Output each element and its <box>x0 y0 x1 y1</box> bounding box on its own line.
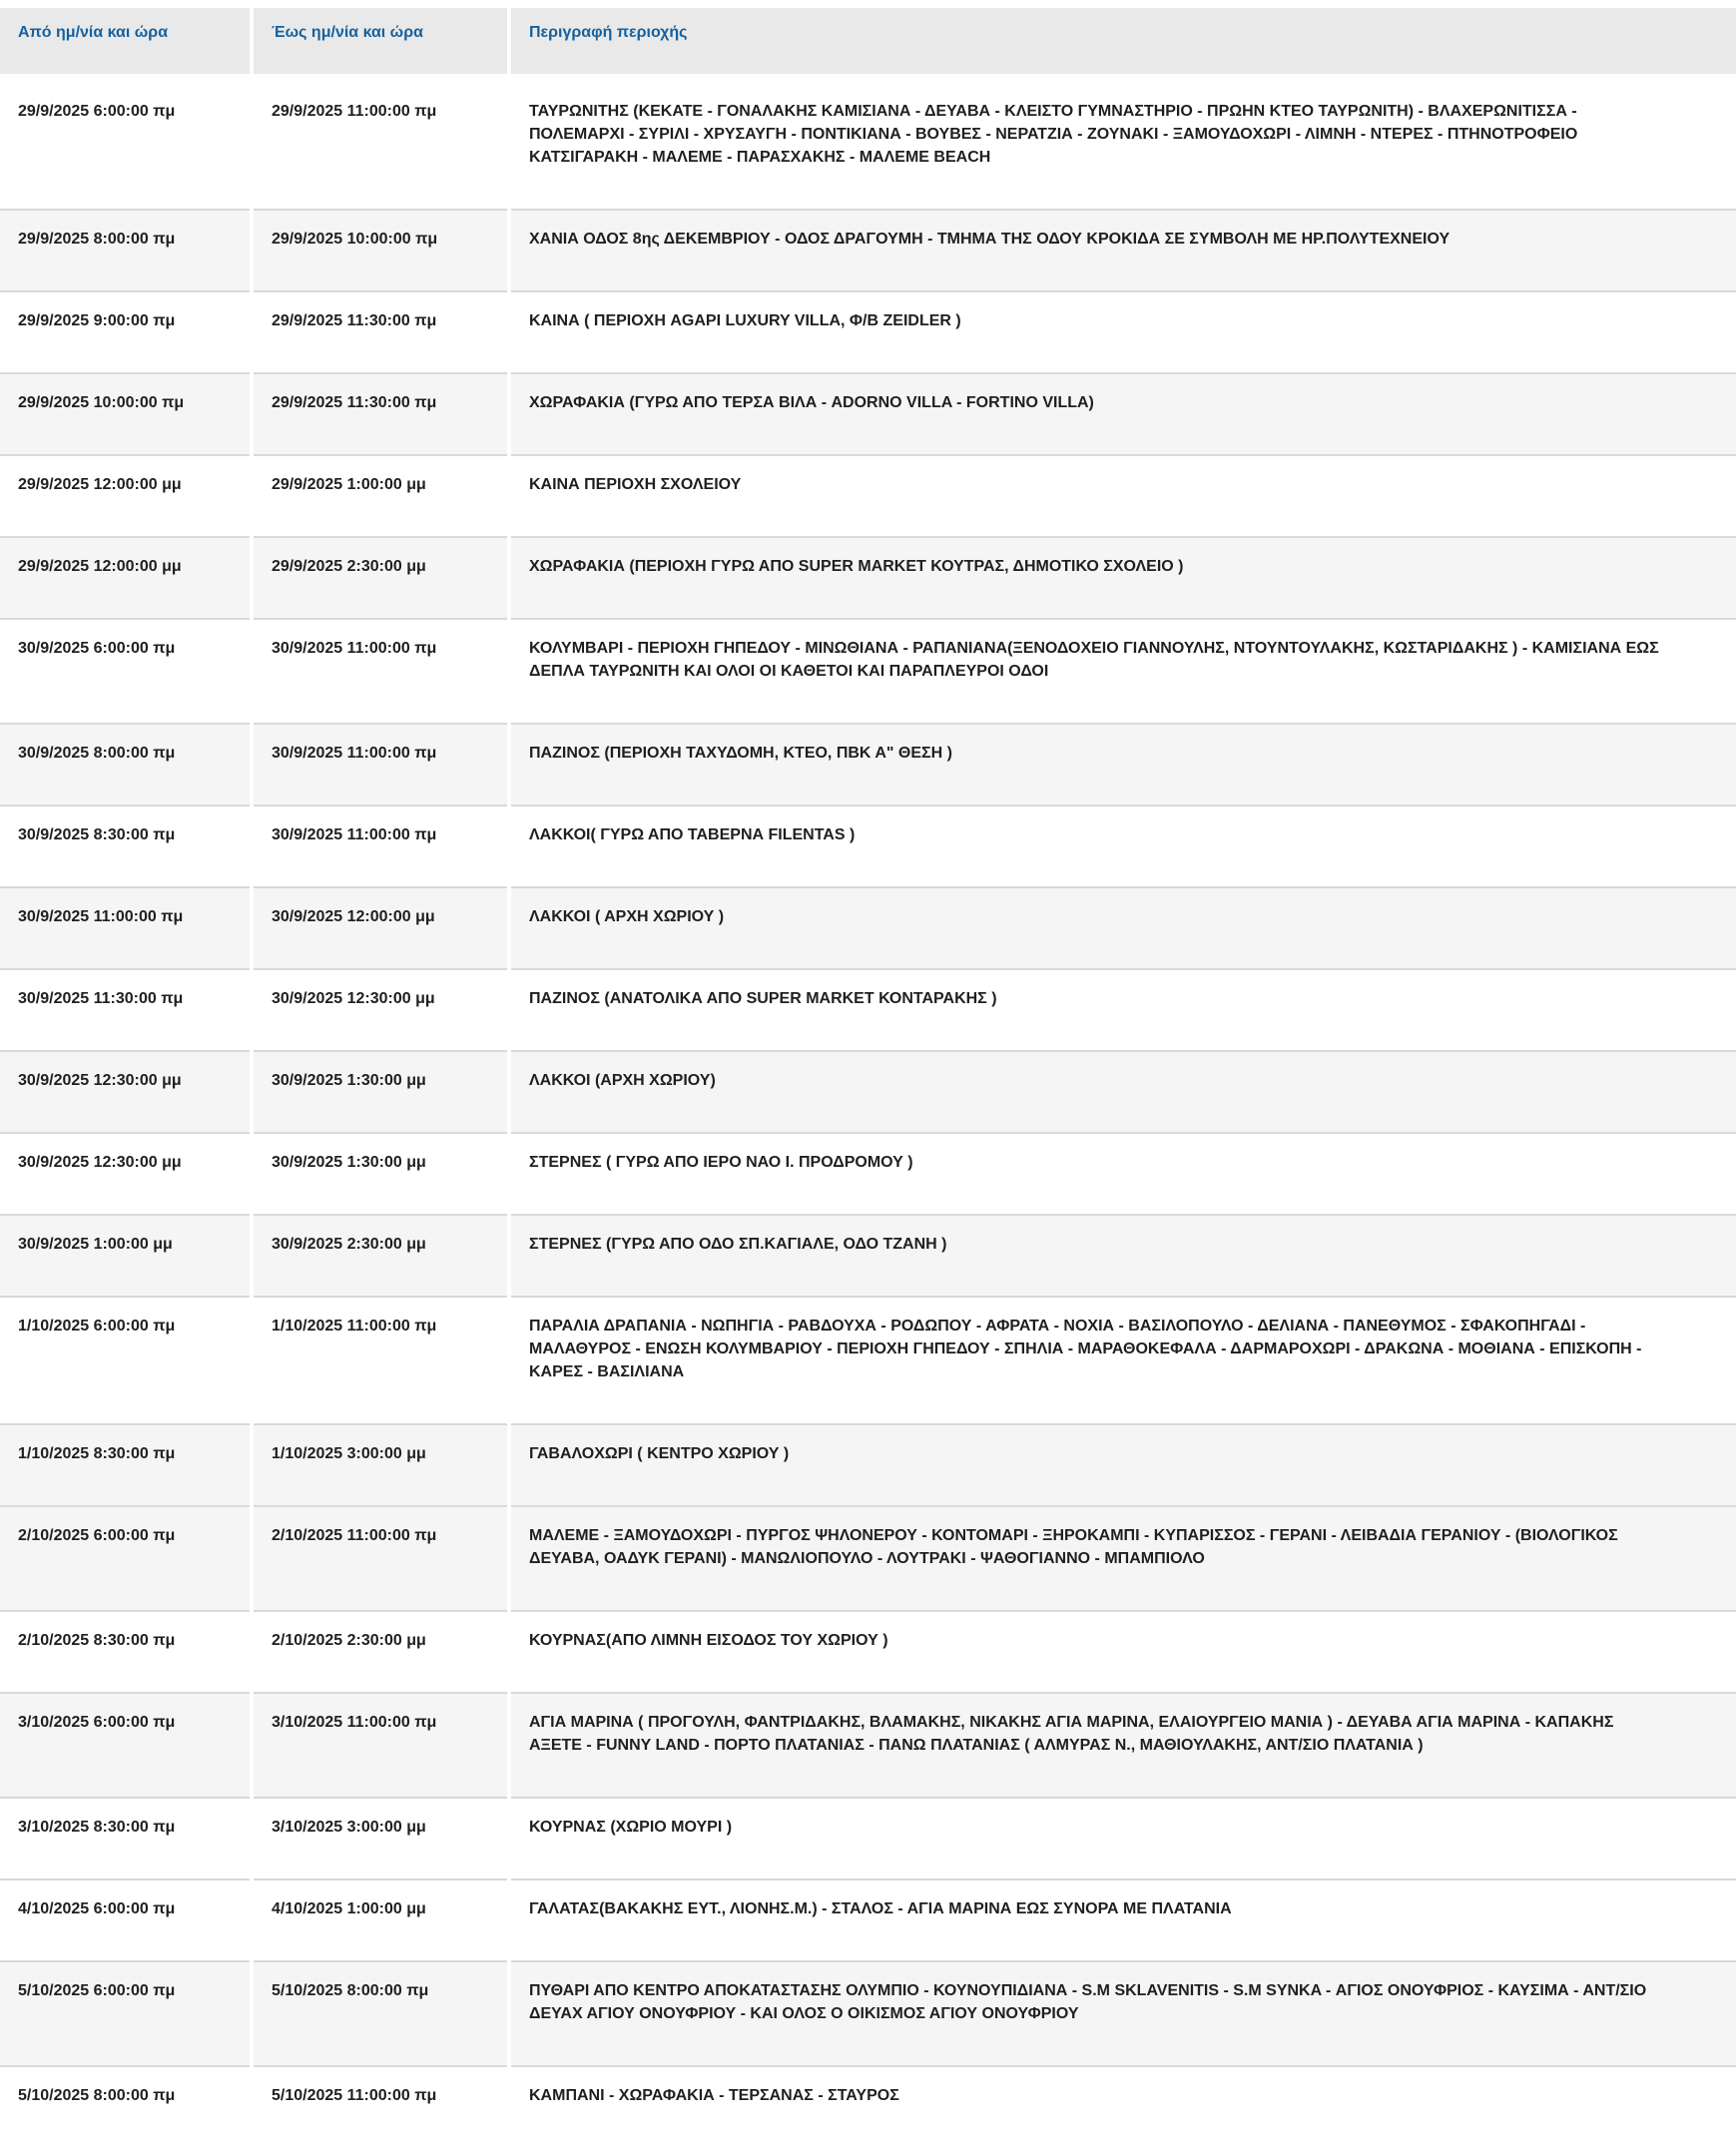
cell-to: 30/9/2025 2:30:00 μμ <box>252 1215 509 1297</box>
cell-area: ΛΑΚΚΟΙ (ΑΡΧΗ ΧΩΡΙΟΥ) <box>509 1051 1736 1133</box>
cell-to: 30/9/2025 11:00:00 πμ <box>252 805 509 887</box>
cell-area: ΣΤΕΡΝΕΣ (ΓΥΡΩ ΑΠΟ ΟΔΟ ΣΠ.ΚΑΓΙΑΛΕ, ΟΔΟ ΤΖΑΝΗ ) <box>509 1215 1736 1297</box>
cell-from: 29/9/2025 6:00:00 πμ <box>0 79 252 211</box>
header-row <box>0 8 1736 79</box>
cell-from: 29/9/2025 10:00:00 πμ <box>0 373 252 455</box>
table-row <box>0 1693 1736 1798</box>
cell-from: 30/9/2025 1:00:00 μμ <box>0 1215 252 1297</box>
table-row <box>0 1961 1736 2066</box>
cell-to: 2/10/2025 11:00:00 πμ <box>252 1506 509 1611</box>
cell-area: ΧΩΡΑΦΑΚΙΑ (ΓΥΡΩ ΑΠΟ ΤΕΡΣΑ ΒΙΛΑ - ADORNO VILLA - FORTINO VILLA) <box>509 373 1736 455</box>
cell-to: 30/9/2025 12:30:00 μμ <box>252 969 509 1051</box>
cell-area: ΠΥΘΑΡΙ ΑΠΟ ΚΕΝΤΡΟ ΑΠΟΚΑΤΑΣΤΑΣΗΣ ΟΛΥΜΠΙΟ - ΚΟΥΝΟΥΠΙΔΙΑΝΑ - S.M SKLAVENITIS - S.M SYNKA - ΑΓΙΟΣ ΟΝΟΥΦΡΙΟΣ - ΚΑΥΣΙΜΑ - ΑΝΤ/ΣΙΟ ΔΕΥΑΧ ΑΓΙΟΥ ΟΝΟΥΦΡΙΟΥ - ΚΑΙ ΟΛΟΣ Ο ΟΙΚΙΣΜΟΣ ΑΓΙΟΥ ΟΝΟΥΦΡΙΟΥ <box>509 1961 1736 2066</box>
cell-from: 29/9/2025 12:00:00 μμ <box>0 537 252 619</box>
cell-to: 30/9/2025 1:30:00 μμ <box>252 1051 509 1133</box>
table-row <box>0 1424 1736 1506</box>
cell-area: ΑΓΙΑ ΜΑΡΙΝΑ ( ΠΡΟΓΟΥΛΗ, ΦΑΝΤΡΙΔΑΚΗΣ, ΒΛΑΜΑΚΗΣ, ΝΙΚΑΚΗΣ ΑΓΙΑ ΜΑΡΙΝΑ, ΕΛΑΙΟΥΡΓΕΙΟ ΜΑΝΙΑ ) - ΔΕΥΑΒΑ ΑΓΙΑ ΜΑΡΙΝΑ - ΚΑΠΑΚΗΣ ΑΞΕΤΕ - FUNNY LAND - ΠΟΡΤΟ ΠΛΑΤΑΝΙΑΣ - ΠΑΝΩ ΠΛΑΤΑΝΙΑΣ ( ΑΛΜΥΡΑΣ Ν., ΜΑΘΙΟΥΛΑΚΗΣ, ΑΝΤ/ΣΙΟ ΠΛΑΤΑΝΙΑ ) <box>509 1693 1736 1798</box>
cell-to: 1/10/2025 3:00:00 μμ <box>252 1424 509 1506</box>
cell-area: ΚΟΛΥΜΒΑΡΙ - ΠΕΡΙΟΧΗ ΓΗΠΕΔΟΥ - ΜΙΝΩΘΙΑΝΑ - ΡΑΠΑΝΙΑΝΑ(ΞΕΝΟΔΟΧΕΙΟ ΓΙΑΝΝΟΥΛΗΣ, ΝΤΟΥΝΤΟΥΛΑΚΗΣ, ΚΩΣΤΑΡΙΔΑΚΗΣ ) - ΚΑΜΙΣΙΑΝΑ ΕΩΣ ΔΕΠΛΑ ΤΑΥΡΩΝΙΤΗ ΚΑΙ ΟΛΟΙ ΟΙ ΚΑΘΕΤΟΙ ΚΑΙ ΠΑΡΑΠΛΕΥΡΟΙ ΟΔΟΙ <box>509 619 1736 724</box>
cell-to: 5/10/2025 11:00:00 πμ <box>252 2066 509 2147</box>
cell-from: 5/10/2025 8:00:00 πμ <box>0 2066 252 2147</box>
table-row <box>0 1506 1736 1611</box>
table-row <box>0 373 1736 455</box>
table-row <box>0 1297 1736 1424</box>
cell-area: ΠΑΖΙΝΟΣ (ΠΕΡΙΟΧΗ ΤΑΧΥΔΟΜΗ, ΚΤΕΟ, ΠΒΚ Α" ΘΕΣΗ ) <box>509 724 1736 805</box>
outage-schedule-table <box>0 8 1736 2147</box>
cell-from: 30/9/2025 6:00:00 πμ <box>0 619 252 724</box>
table-row <box>0 1611 1736 1693</box>
cell-area: ΧΑΝΙΑ ΟΔΟΣ 8ης ΔΕΚΕΜΒΡΙΟΥ - ΟΔΟΣ ΔΡΑΓΟΥΜΗ - ΤΜΗΜΑ ΤΗΣ ΟΔΟΥ ΚΡΟΚΙΔΑ ΣΕ ΣΥΜΒΟΛΗ ΜΕ ΗΡ.ΠΟΛΥΤΕΧΝΕΙΟΥ <box>509 210 1736 291</box>
cell-to: 30/9/2025 11:00:00 πμ <box>252 619 509 724</box>
table-row <box>0 455 1736 537</box>
cell-from: 1/10/2025 6:00:00 πμ <box>0 1297 252 1424</box>
column-header-from: Από ημ/νία και ώρα <box>0 8 252 79</box>
column-header-area: Περιγραφή περιοχής <box>509 8 1736 79</box>
table-row <box>0 1798 1736 1879</box>
cell-from: 5/10/2025 6:00:00 πμ <box>0 1961 252 2066</box>
table-row <box>0 210 1736 291</box>
cell-from: 2/10/2025 6:00:00 πμ <box>0 1506 252 1611</box>
cell-area: ΤΑΥΡΩΝΙΤΗΣ (ΚΕΚΑΤΕ - ΓΟΝΑΛΑΚΗΣ ΚΑΜΙΣΙΑΝΑ - ΔΕΥΑΒΑ - ΚΛΕΙΣΤΟ ΓΥΜΝΑΣΤΗΡΙΟ - ΠΡΩΗΝ ΚΤΕΟ ΤΑΥΡΩΝΙΤΗ) - ΒΛΑΧΕΡΩΝΙΤΙΣΣΑ - ΠΟΛΕΜΑΡΧΙ - ΣΥΡΙΛΙ - ΧΡΥΣΑΥΓΗ - ΠΟΝΤΙΚΙΑΝΑ - ΒΟΥΒΕΣ - ΝΕΡΑΤΖΙΑ - ΖΟΥΝΑΚΙ - ΞΑΜΟΥΔΟΧΩΡΙ - ΛΙΜΝΗ - ΝΤΕΡΕΣ - ΠΤΗΝΟΤΡΟΦΕΙΟ ΚΑΤΣΙΓΑΡΑΚΗ - ΜΑΛΕΜΕ - ΠΑΡΑΣΧΑΚΗΣ - ΜΑΛΕΜΕ BEACH <box>509 79 1736 211</box>
table-row <box>0 79 1736 211</box>
cell-to: 4/10/2025 1:00:00 μμ <box>252 1879 509 1961</box>
cell-from: 3/10/2025 8:30:00 πμ <box>0 1798 252 1879</box>
cell-area: ΓΑΛΑΤΑΣ(ΒΑΚΑΚΗΣ ΕΥΤ., ΛΙΟΝΗΣ.Μ.) - ΣΤΑΛΟΣ - ΑΓΙΑ ΜΑΡΙΝΑ ΕΩΣ ΣΥΝΟΡΑ ΜΕ ΠΛΑΤΑΝΙΑ <box>509 1879 1736 1961</box>
cell-to: 29/9/2025 11:00:00 πμ <box>252 79 509 211</box>
table-row <box>0 1133 1736 1215</box>
cell-to: 29/9/2025 11:30:00 πμ <box>252 291 509 373</box>
cell-from: 1/10/2025 8:30:00 πμ <box>0 1424 252 1506</box>
cell-to: 30/9/2025 1:30:00 μμ <box>252 1133 509 1215</box>
cell-area: ΠΑΖΙΝΟΣ (ΑΝΑΤΟΛΙΚΑ ΑΠΟ SUPER MARKET ΚΟΝΤΑΡΑΚΗΣ ) <box>509 969 1736 1051</box>
cell-to: 29/9/2025 10:00:00 πμ <box>252 210 509 291</box>
table-row <box>0 1215 1736 1297</box>
cell-from: 4/10/2025 6:00:00 πμ <box>0 1879 252 1961</box>
cell-area: ΛΑΚΚΟΙ( ΓΥΡΩ ΑΠΟ ΤΑΒΕΡΝΑ FILENTAS ) <box>509 805 1736 887</box>
table-row <box>0 969 1736 1051</box>
table-row <box>0 2066 1736 2147</box>
cell-to: 3/10/2025 11:00:00 πμ <box>252 1693 509 1798</box>
table-row <box>0 619 1736 724</box>
cell-area: ΚΑΙΝΑ ( ΠΕΡΙΟΧΗ AGAPI LUXURY VILLA, Φ/Β ZEIDLER ) <box>509 291 1736 373</box>
cell-from: 29/9/2025 9:00:00 πμ <box>0 291 252 373</box>
cell-area: ΠΑΡΑΛΙΑ ΔΡΑΠΑΝΙΑ - ΝΩΠΗΓΙΑ - ΡΑΒΔΟΥΧΑ - ΡΟΔΩΠΟΥ - ΑΦΡΑΤΑ - ΝΟΧΙΑ - ΒΑΣΙΛΟΠΟΥΛΟ - ΔΕΛΙΑΝΑ - ΠΑΝΕΘΥΜΟΣ - ΣΦΑΚΟΠΗΓΑΔΙ - ΜΑΛΑΘΥΡΟΣ - ΕΝΩΣΗ ΚΟΛΥΜΒΑΡΙΟΥ - ΠΕΡΙΟΧΗ ΓΗΠΕΔΟΥ - ΣΠΗΛΙΑ - ΜΑΡΑΘΟΚΕΦΑΛΑ - ΔΑΡΜΑΡΟΧΩΡΙ - ΔΡΑΚΩΝΑ - ΜΟΘΙΑΝΑ - ΕΠΙΣΚΟΠΗ - ΚΑΡΕΣ - ΒΑΣΙΛΙΑΝΑ <box>509 1297 1736 1424</box>
cell-area: ΚΑΙΝΑ ΠΕΡΙΟΧΗ ΣΧΟΛΕΙΟΥ <box>509 455 1736 537</box>
cell-from: 30/9/2025 11:30:00 πμ <box>0 969 252 1051</box>
table-row <box>0 291 1736 373</box>
table-row <box>0 1879 1736 1961</box>
cell-to: 29/9/2025 2:30:00 μμ <box>252 537 509 619</box>
cell-to: 5/10/2025 8:00:00 πμ <box>252 1961 509 2066</box>
column-header-to: Έως ημ/νία και ώρα <box>252 8 509 79</box>
cell-to: 30/9/2025 12:00:00 μμ <box>252 887 509 969</box>
table-row <box>0 887 1736 969</box>
table-row <box>0 1051 1736 1133</box>
cell-from: 2/10/2025 8:30:00 πμ <box>0 1611 252 1693</box>
cell-from: 30/9/2025 8:00:00 πμ <box>0 724 252 805</box>
cell-area: ΓΑΒΑΛΟΧΩΡΙ ( ΚΕΝΤΡΟ ΧΩΡΙΟΥ ) <box>509 1424 1736 1506</box>
cell-area: ΚΑΜΠΑΝΙ - ΧΩΡΑΦΑΚΙΑ - ΤΕΡΣΑΝΑΣ - ΣΤΑΥΡΟΣ <box>509 2066 1736 2147</box>
cell-area: ΜΑΛΕΜΕ - ΞΑΜΟΥΔΟΧΩΡΙ - ΠΥΡΓΟΣ ΨΗΛΟΝΕΡΟΥ - ΚΟΝΤΟΜΑΡΙ - ΞΗΡΟΚΑΜΠΙ - ΚΥΠΑΡΙΣΣΟΣ - ΓΕΡΑΝΙ - ΛΕΙΒΑΔΙΑ ΓΕΡΑΝΙΟΥ - (ΒΙΟΛΟΓΙΚΟΣ ΔΕΥΑΒΑ, ΟΑΔΥΚ ΓΕΡΑΝΙ) - ΜΑΝΩΛΙΟΠΟΥΛΟ - ΛΟΥΤΡΑΚΙ - ΨΑΘΟΓΙΑΝΝΟ - ΜΠΑΜΠΙΟΛΟ <box>509 1506 1736 1611</box>
cell-from: 30/9/2025 11:00:00 πμ <box>0 887 252 969</box>
cell-from: 30/9/2025 8:30:00 πμ <box>0 805 252 887</box>
cell-area: ΧΩΡΑΦΑΚΙΑ (ΠΕΡΙΟΧΗ ΓΥΡΩ ΑΠΟ SUPER MARKET ΚΟΥΤΡΑΣ, ΔΗΜΟΤΙΚΟ ΣΧΟΛΕΙΟ ) <box>509 537 1736 619</box>
cell-from: 30/9/2025 12:30:00 μμ <box>0 1051 252 1133</box>
cell-area: ΣΤΕΡΝΕΣ ( ΓΥΡΩ ΑΠΟ ΙΕΡΟ ΝΑΟ Ι. ΠΡΟΔΡΟΜΟΥ ) <box>509 1133 1736 1215</box>
cell-to: 29/9/2025 1:00:00 μμ <box>252 455 509 537</box>
cell-from: 29/9/2025 12:00:00 μμ <box>0 455 252 537</box>
cell-from: 3/10/2025 6:00:00 πμ <box>0 1693 252 1798</box>
table-row <box>0 724 1736 805</box>
cell-to: 1/10/2025 11:00:00 πμ <box>252 1297 509 1424</box>
cell-to: 30/9/2025 11:00:00 πμ <box>252 724 509 805</box>
cell-from: 30/9/2025 12:30:00 μμ <box>0 1133 252 1215</box>
cell-from: 29/9/2025 8:00:00 πμ <box>0 210 252 291</box>
cell-to: 29/9/2025 11:30:00 πμ <box>252 373 509 455</box>
cell-area: ΛΑΚΚΟΙ ( ΑΡΧΗ ΧΩΡΙΟΥ ) <box>509 887 1736 969</box>
cell-to: 3/10/2025 3:00:00 μμ <box>252 1798 509 1879</box>
cell-area: ΚΟΥΡΝΑΣ (ΧΩΡΙΟ ΜΟΥΡΙ ) <box>509 1798 1736 1879</box>
cell-to: 2/10/2025 2:30:00 μμ <box>252 1611 509 1693</box>
table-row <box>0 805 1736 887</box>
cell-area: ΚΟΥΡΝΑΣ(ΑΠΟ ΛΙΜΝΗ ΕΙΣΟΔΟΣ ΤΟΥ ΧΩΡΙΟΥ ) <box>509 1611 1736 1693</box>
table-row <box>0 537 1736 619</box>
